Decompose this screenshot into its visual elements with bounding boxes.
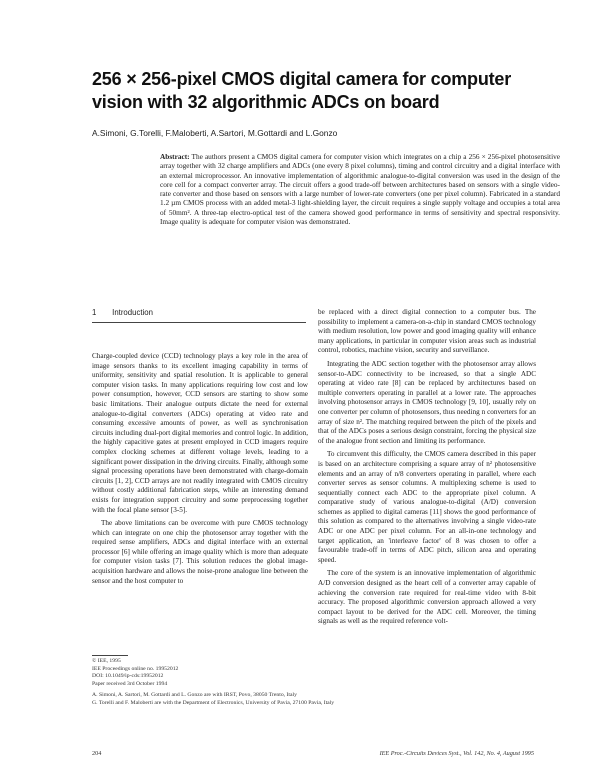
abstract-text: The authors present a CMOS digital camera for computer vision which integrates on a chip a 256 × 256-pixel photosensitive array together with 32 charge amplifiers and ADCs (one every 8 pixel columns), timing and control circuitry and a digital interface with an external microprocessor. An innovative implementation of algorithmic analogue-to-digital conversion was used in the design of the core cell for a compact converter array. The circuit offers a good trade-off between architectures based on sensors with a single video-rate converter and those based on sensors with a large number of lower-rate converters (one per pixel column). Fabricated in a standard 1.2 µm CMOS process with an added metal-3 light-shielding layer, the circuit requires a single supply voltage and occupies a total area of 50mm². A three-tap electro-optical test of the camera showed good performance in terms of sensitivity and spectral responsivity. Image quality is adequate for computer vision was demonstrated. bbox=[160, 152, 560, 227]
section-divider bbox=[92, 322, 306, 323]
footnote-doi: DOI: 10.1049/ip-cds:19952012 bbox=[92, 673, 164, 680]
paragraph: be replaced with a direct digital connection to a computer bus. The possibility to implement a camera-on-a-chip in standard CMOS technology with medium resolution, low power and good imaging quality will enhance many applications, in particular in computer vision areas such as industrial control, robotics, machine vision, security and surveillance. bbox=[318, 308, 536, 355]
page-number: 204 bbox=[92, 750, 102, 757]
abstract-label: Abstract: bbox=[160, 152, 190, 161]
footnote-affiliation-2: G. Torelli and F. Maloberti are with the Department of Electronics, University of Pavia, 27100 Pavia, Italy bbox=[92, 699, 335, 706]
footnote-copyright: © IEE, 1995 bbox=[92, 658, 121, 664]
journal-citation: IEE Proc.-Circuits Devices Syst., Vol. 142, No. 4, August 1995 bbox=[379, 750, 534, 757]
paper-title: 256 × 256-pixel CMOS digital camera for computer vision with 32 algorithmic ADCs on board bbox=[92, 69, 512, 112]
right-column bbox=[318, 308, 536, 631]
section-title: Introduction bbox=[112, 308, 153, 317]
footnotes bbox=[92, 658, 335, 708]
footnote-online-no: IEE Proceedings online no. 19952012 bbox=[92, 665, 179, 672]
left-column bbox=[92, 352, 308, 590]
footnote-divider bbox=[92, 655, 128, 656]
paragraph: Charge-coupled device (CCD) technology plays a key role in the area of image sensors thanks to its excellent imaging capability in terms of uniformity, sensitivity and spatial resolution. It is applicable to general computer vision tasks. In many applications requiring low cost and low power consumption, however, CCD sensors are starting to show some basic limitations. Their analogue outputs dictate the need for external analogue-to-digital converters (ADCs) operating at video rate and consuming excessive amounts of power, as well as synchronisation circuits including dual-port digital memories and control logic. In addition, the highly capacitive gates at present employed in CCD imagers require complex clocking schemes at different voltage levels, leading to a significant power dissipation in the driving circuits. Finally, although some signal processing operations have been demonstrated with charge-domain circuits [1, 2], CCD arrays are not readily integrated with CMOS circuitry without costly additional fabrication steps, while an interesting demand exists for integration support circuitry and some preprocessing together with the focal plane sensor [3-5]. bbox=[92, 352, 308, 514]
section-heading bbox=[92, 308, 153, 317]
paragraph: The above limitations can be overcome with pure CMOS technology which can integrate on one chip the photosensor array together with the required sense amplifiers, ADCs and digital interface with an external processor [6] while offering an image quality which is more than adequate for computer vision tasks [7]. This solution reduces the global image-acquisition hardware and allows the noise-prone analogue line between the sensor and the host computer to bbox=[92, 519, 308, 585]
footnote-received: Paper received 3rd October 1994 bbox=[92, 680, 168, 687]
abstract bbox=[160, 152, 560, 226]
section-number: 1 bbox=[92, 308, 97, 317]
paragraph: Integrating the ADC section together with the photosensor array allows sensor-to-ADC connectivity to be increased, so that a single ADC operating at video rate [8] can be replaced by architectures based on multiple converters operating in parallel at a lower rate. The approaches involving photosensor arrays in CMOS technology [9, 10], usually rely on one converter per column of photosensors, thus needing n converters for an array of size n². The matching required between the pitch of the pixels and that of the ADCs poses a serious design constraint, forcing the physical size of the analogue front section and limiting its performance. bbox=[318, 359, 536, 445]
footnote-affiliation-1: A. Simoni, A. Sartori, M. Gottardi and L. Gonzo are with IRST, Povo, 38050 Trento, Italy bbox=[92, 692, 297, 699]
paragraph: To circumvent this difficulty, the CMOS camera described in this paper is based on an architecture comprising a square array of n² photosensitive elements and an array of n/8 converters operating in parallel, where each converter serves as sensor columns. A multiplexing scheme is used to sequentially connect each ADC to the appropriate pixel column. A comparative study of various analogue-to-digital (A/D) conversion schemes as applied to digital cameras [11] shows the good performance of this solution as compared to the alternatives involving a single video-rate ADC or one ADC per pixel column. For an all-in-one technology and target application, an 'interleave factor' of 8 was chosen to offer a favourable trade-off in terms of ADC pitch, silicon area and operating speed. bbox=[318, 450, 536, 564]
paper-authors: A.Simoni, G.Torelli, F.Maloberti, A.Sartori, M.Gottardi and L.Gonzo bbox=[92, 128, 338, 138]
paragraph: The core of the system is an innovative implementation of algorithmic A/D conversion designed as the heart cell of a converter array capable of achieving the conversion rate required for real-time video with 8-bit accuracy. The proposed algorithmic conversion approach allowed a very compact layout to be derived for the ADC cell. Moreover, the timing signals as well as the required reference volt- bbox=[318, 569, 536, 626]
